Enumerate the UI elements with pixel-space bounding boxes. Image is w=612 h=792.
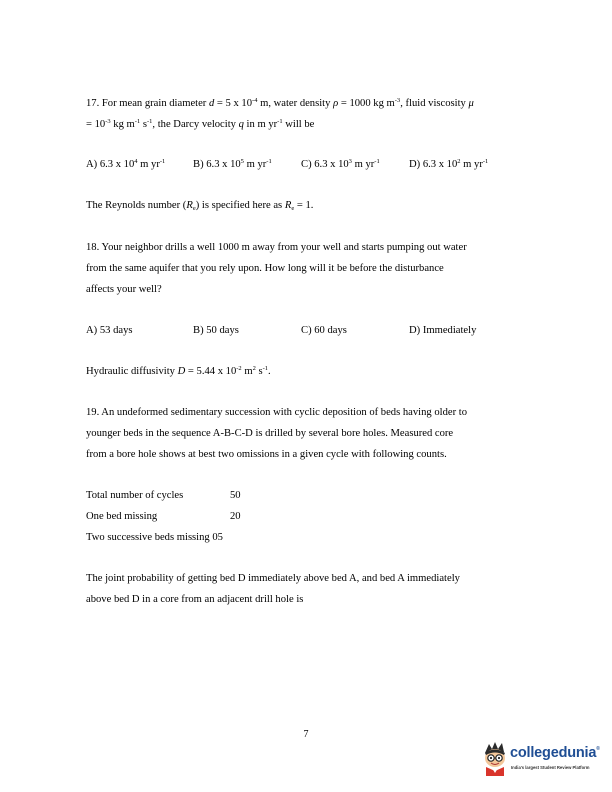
q18-note: Hydraulic diffusivity D = 5.44 x $10^{-2}$ $m^2$ $s^{-1}$.	[86, 365, 271, 377]
q18-option-c: C) 60 days	[301, 325, 347, 336]
q17-note: The Reynolds number $(R_e)$ is specified here as $R_e = 1$.	[86, 200, 314, 212]
q17-option-b: B) 6.3 x $10^5$ m $yr^{-1}$	[193, 158, 272, 170]
q19-count-label-two: Two successive beds missing 05	[86, 532, 223, 543]
trademark-mark: ®	[596, 746, 600, 752]
q17-line-1: 17. For mean grain diameter d = 5 x $10^{-4}$ m, water density ρ = 1000 kg $m^{-3}$, fluid viscosity μ	[86, 97, 474, 109]
q17-option-a: A) 6.3 x $10^4$ m $yr^{-1}$	[86, 158, 166, 170]
student-mascot-icon	[480, 740, 510, 776]
q18-line-1: 18. Your neighbor drills a well 1000 m away from your well and starts pumping out water	[86, 242, 467, 253]
collegedunia-logo	[480, 740, 600, 780]
q18-line-2: from the same aquifer that you rely upon. How long will it be before the disturbance	[86, 263, 444, 274]
q19-line-2: younger beds in the sequence A-B-C-D is drilled by several bore holes. Measured core	[86, 428, 454, 439]
q18-option-d: D) Immediately	[409, 325, 477, 336]
q18-option-b: B) 50 days	[193, 325, 239, 336]
q17-option-d: D) 6.3 x $10^2$ m $yr^{-1}$	[409, 158, 489, 170]
q19-question-line-1: The joint probability of getting bed D immediately above bed A, and bed A immediately	[86, 573, 460, 584]
brand-name: collegedunia®	[510, 745, 600, 761]
q19-line-1: 19. An undeformed sedimentary succession with cyclic deposition of beds having older to	[86, 407, 467, 418]
q19-count-value-one: 20	[230, 511, 241, 522]
q19-count-label-one: One bed missing	[86, 511, 158, 522]
q19-question-line-2: above bed D in a core from an adjacent drill hole is	[86, 594, 304, 605]
page-number: 7	[303, 729, 309, 740]
q17-option-c: C) 6.3 x $10^3$ m $yr^{-1}$	[301, 158, 380, 170]
q19-count-label-total: Total number of cycles	[86, 490, 184, 501]
brand-tagline: India's largest Student Review Platform	[511, 765, 590, 770]
q18-line-3: affects your well?	[86, 284, 162, 295]
q17-line-2: = $10^{-3}$ kg $m^{-1}$ $s^{-1}$, the Darcy velocity q in m $yr^{-1}$ will be	[86, 118, 315, 130]
q19-line-3: from a bore hole shows at best two omissions in a given cycle with following counts.	[86, 449, 447, 460]
q18-option-a: A) 53 days	[86, 325, 133, 336]
q19-count-value-total: 50	[230, 490, 241, 501]
